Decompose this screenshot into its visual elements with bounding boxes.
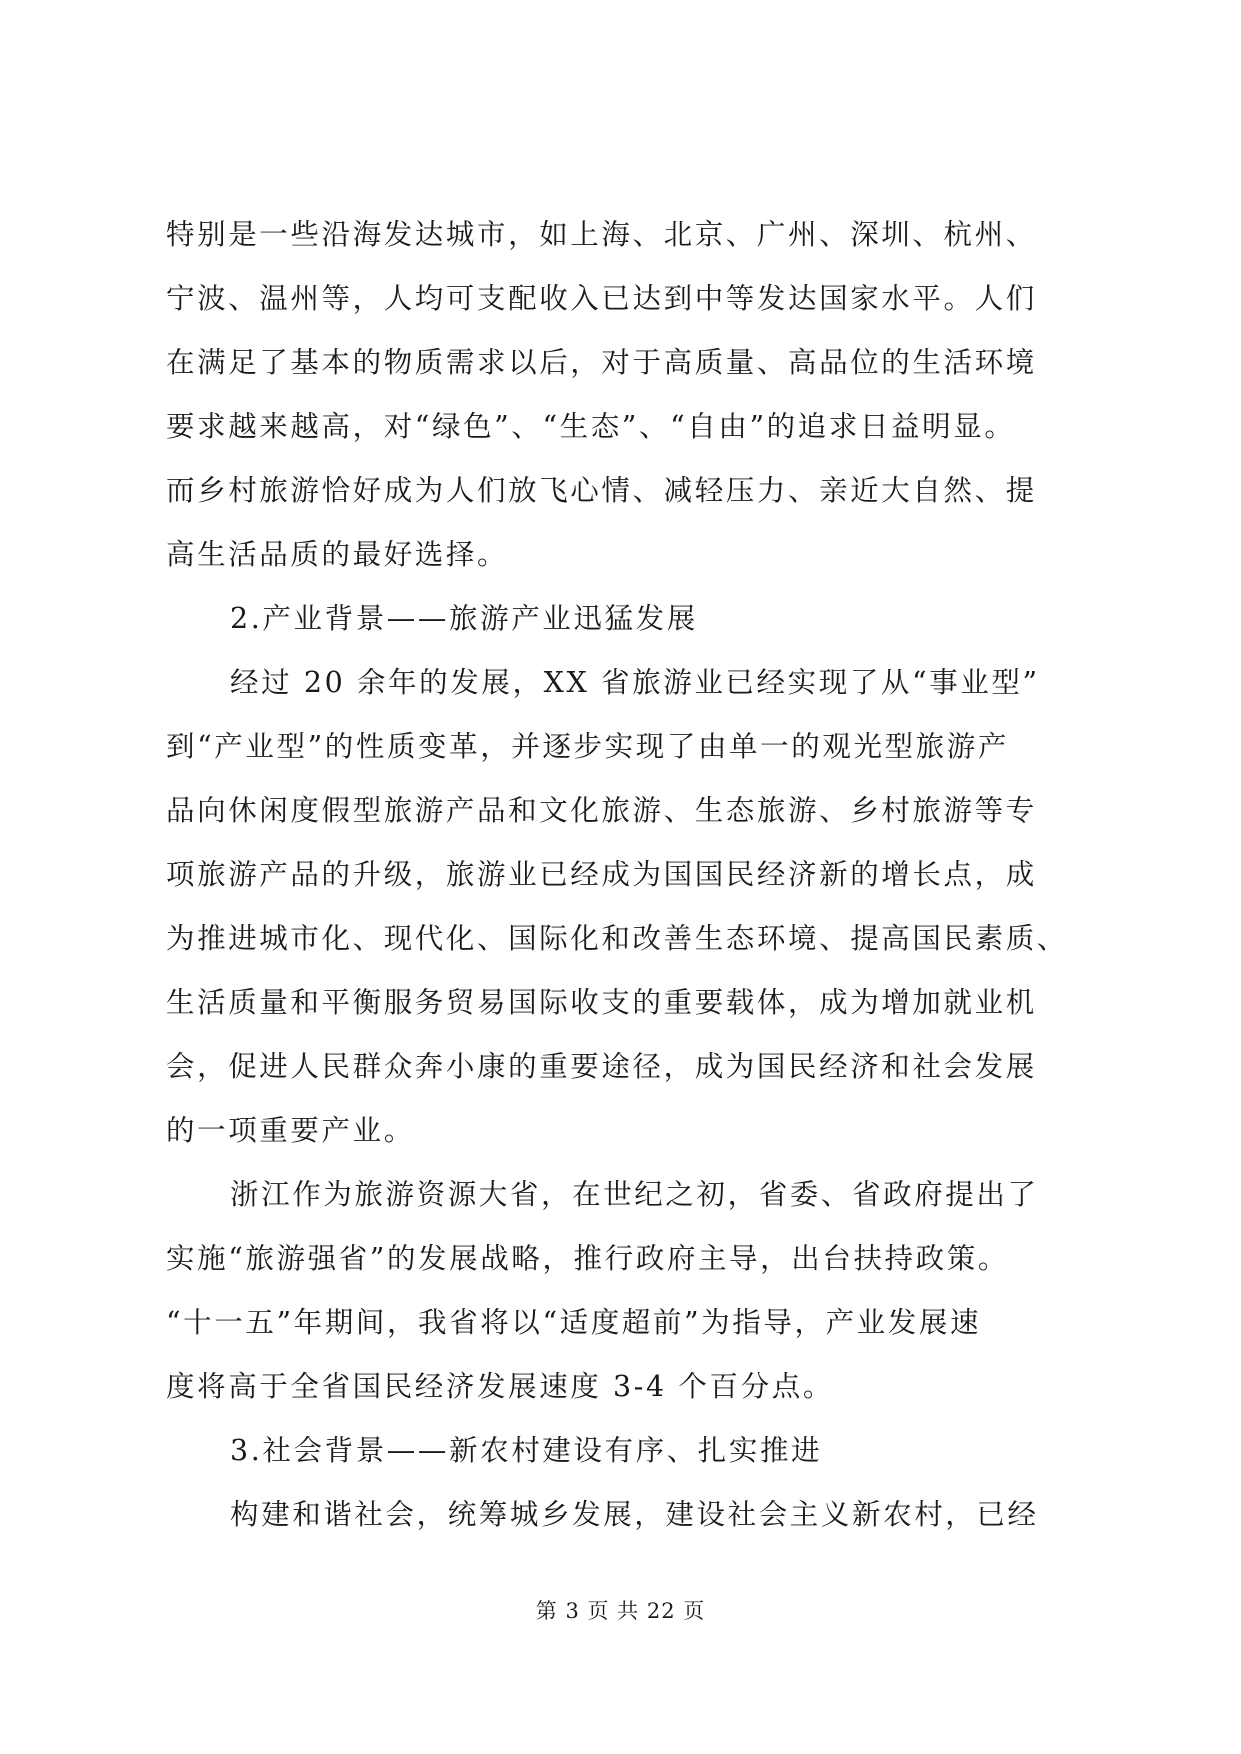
text-line-10: 品向休闲度假型旅游产品和文化旅游、生态旅游、乡村旅游等专 xyxy=(166,794,1037,827)
page-footer xyxy=(0,1596,1241,1626)
text-line-8: 经过 20 余年的发展，XX 省旅游业已经实现了从“事业型” xyxy=(230,666,1040,699)
text-line-1: 特别是一些沿海发达城市，如上海、北京、广州、深圳、杭州、 xyxy=(166,218,1037,251)
text-line-21: 构建和谐社会，统筹城乡发展，建设社会主义新农村，已经 xyxy=(230,1498,1039,1531)
text-line-2: 宁波、温州等，人均可支配收入已达到中等发达国家水平。人们 xyxy=(166,282,1037,315)
text-line-3: 在满足了基本的物质需求以后，对于高质量、高品位的生活环境 xyxy=(166,346,1037,379)
page-indicator: 第 3 页 共 22 页 xyxy=(535,1599,706,1623)
text-line-14: 会，促进人民群众奔小康的重要途径，成为国民经济和社会发展 xyxy=(166,1050,1037,1083)
text-line-11: 项旅游产品的升级，旅游业已经成为国国民经济新的增长点，成 xyxy=(166,858,1037,891)
text-line-4: 要求越来越高，对“绿色”、“生态”、“自由”的追求日益明显。 xyxy=(166,410,1016,443)
text-line-17: 实施“旅游强省”的发展战略，推行政府主导，出台扶持政策。 xyxy=(166,1242,1009,1275)
body-text xyxy=(166,203,1078,1547)
section-heading-3: 3.社会背景——新农村建设有序、扎实推进 xyxy=(230,1434,823,1467)
text-line-13: 生活质量和平衡服务贸易国际收支的重要载体，成为增加就业机 xyxy=(166,986,1037,1019)
text-line-19: 度将高于全省国民经济发展速度 3-4 个百分点。 xyxy=(166,1370,834,1403)
text-line-9: 到“产业型”的性质变革，并逐步实现了由单一的观光型旅游产 xyxy=(166,730,1009,763)
text-line-15: 的一项重要产业。 xyxy=(166,1114,415,1147)
text-line-18: “十一五”年期间，我省将以“适度超前”为指导，产业发展速 xyxy=(166,1306,982,1339)
text-line-16: 浙江作为旅游资源大省，在世纪之初，省委、省政府提出了 xyxy=(230,1178,1039,1211)
text-line-12: 为推进城市化、现代化、国际化和改善生态环境、提高国民素质、 xyxy=(166,922,1068,955)
section-heading-2: 2.产业背景——旅游产业迅猛发展 xyxy=(230,602,698,635)
text-line-6: 高生活品质的最好选择。 xyxy=(166,538,509,571)
text-line-5: 而乡村旅游恰好成为人们放飞心情、减轻压力、亲近大自然、提 xyxy=(166,474,1037,507)
